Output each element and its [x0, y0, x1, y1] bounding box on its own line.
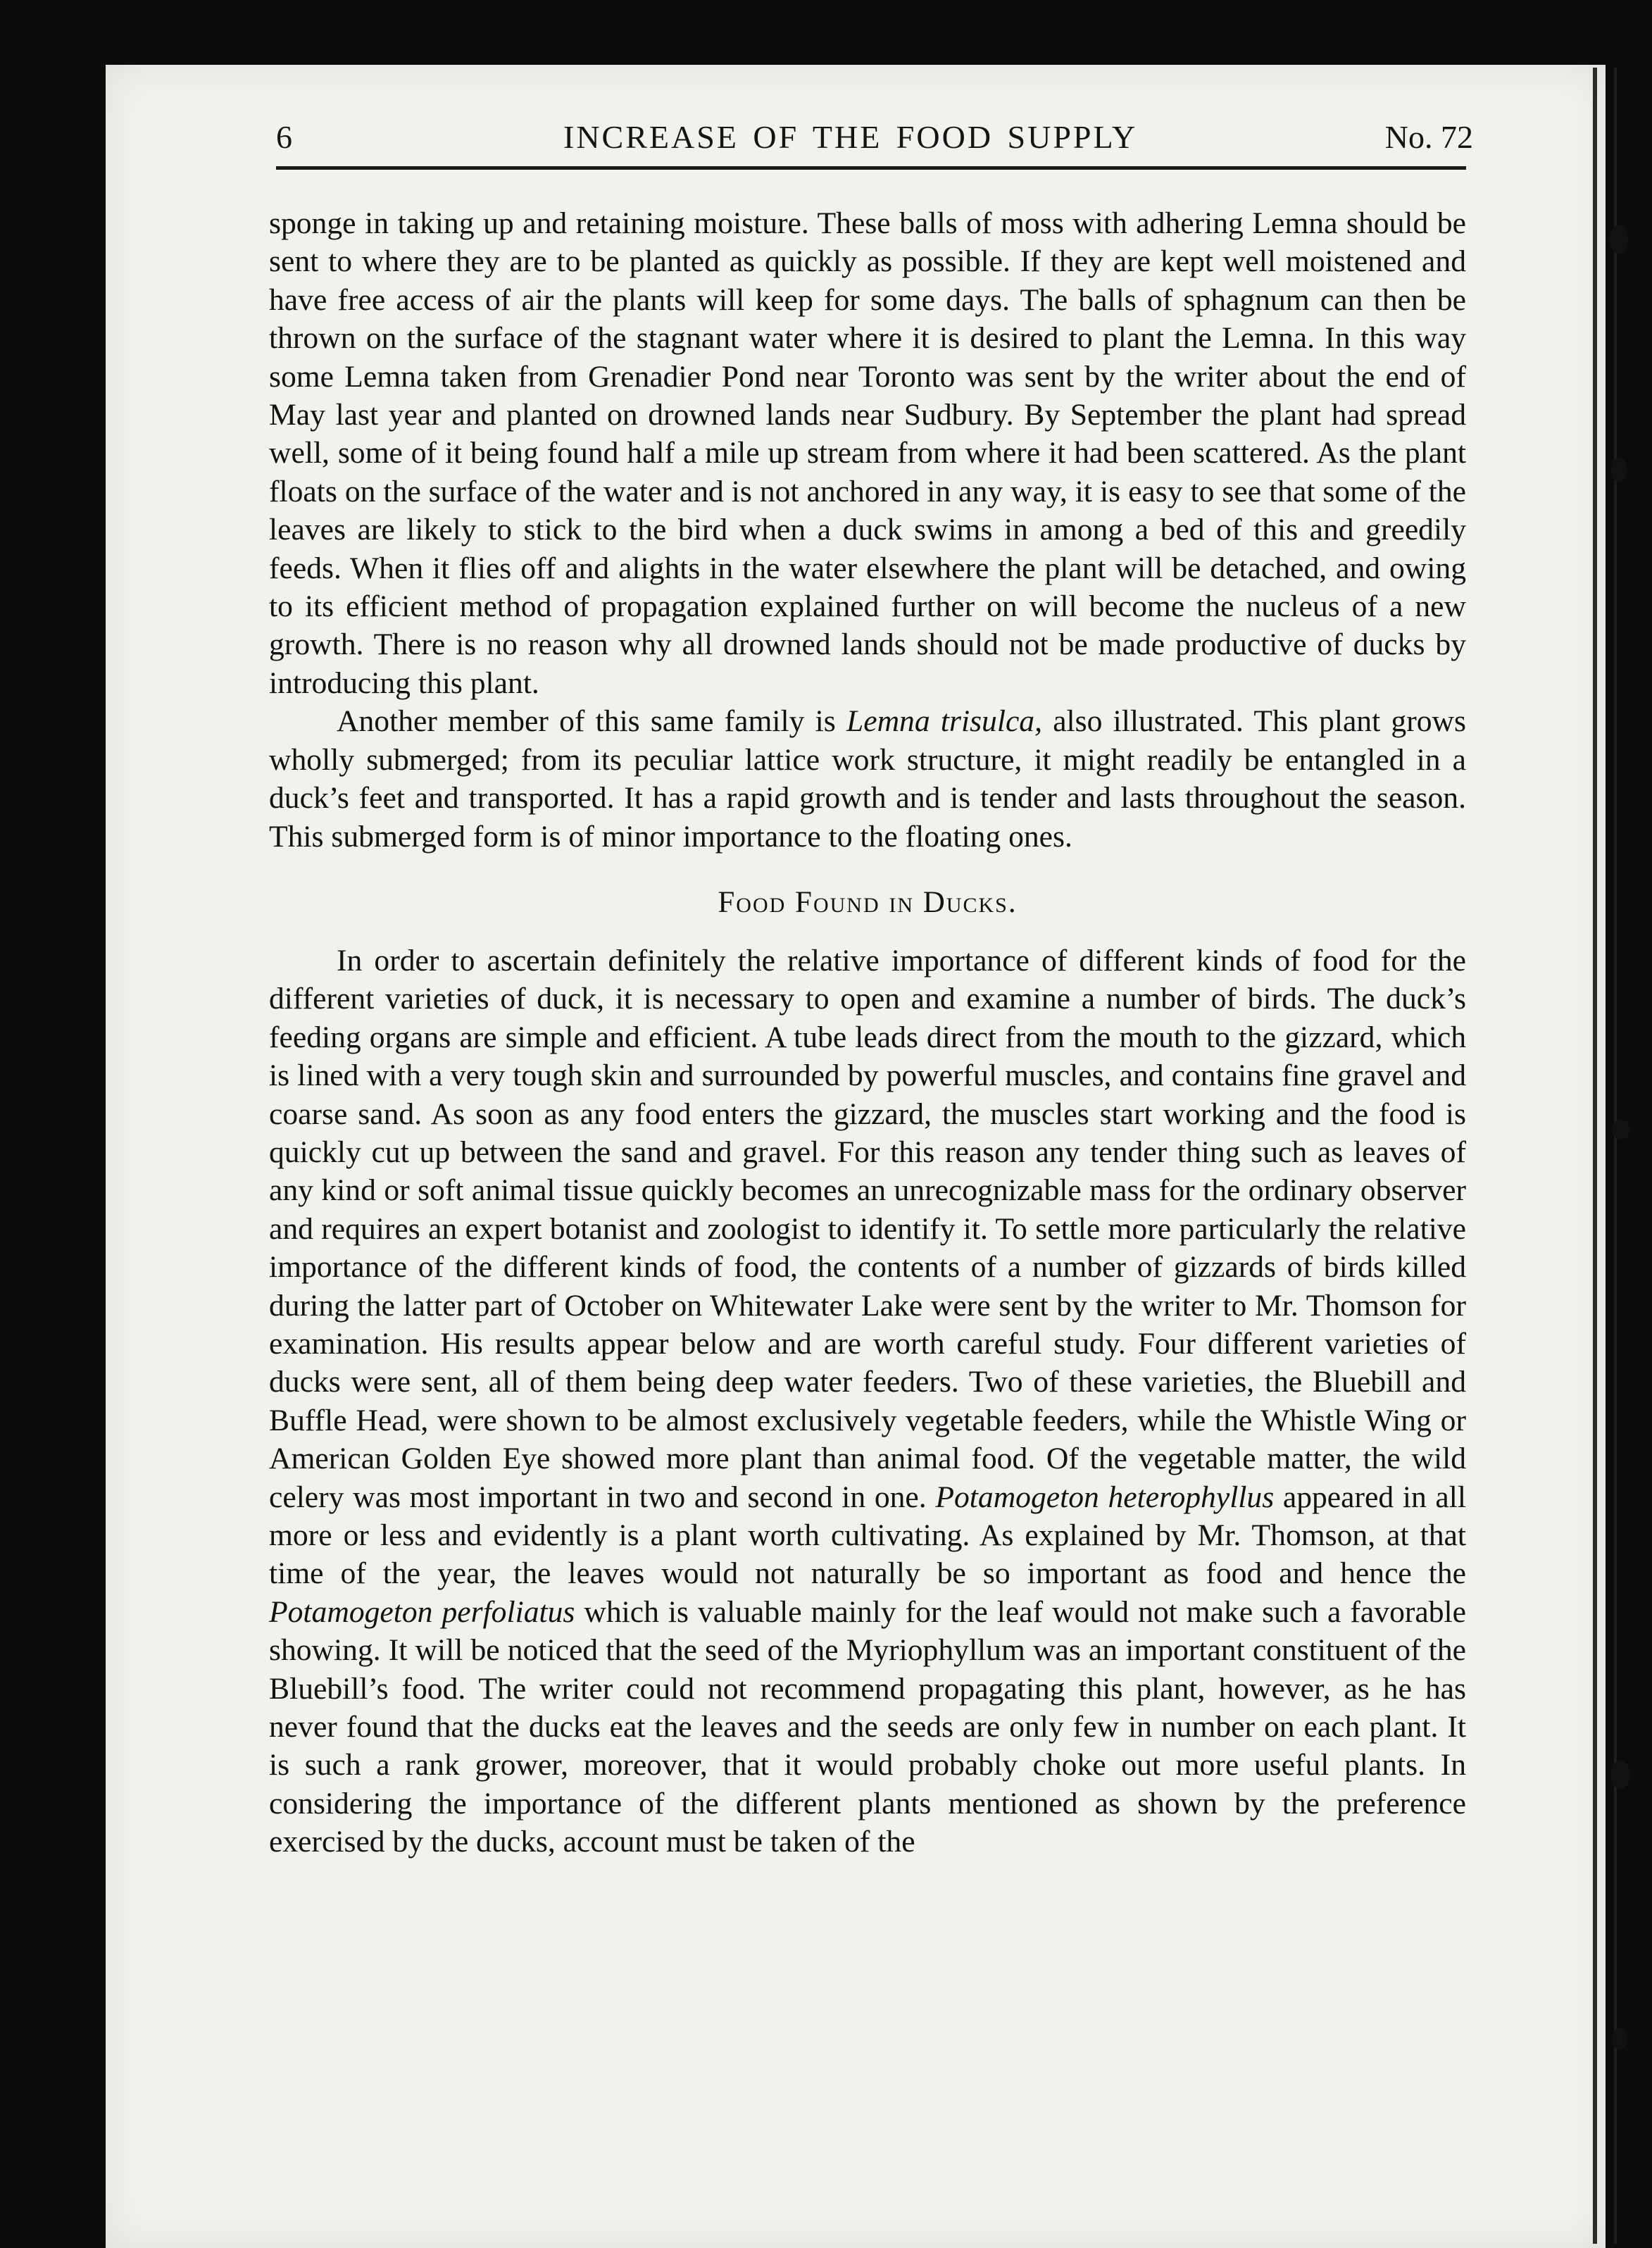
binding-mark	[1613, 1120, 1629, 1139]
binding-mark	[1611, 458, 1627, 482]
paragraph	[269, 942, 1466, 1861]
paragraph	[269, 702, 1466, 856]
text-run: which is valuable mainly for the leaf would not make such a favorable showing. It will be noticed that the seed of the Myriophyllum was an important constituent of the Bluebill’s food. The writer could not recommend propagating this plant, however, as he has never found that the ducks eat the leaves and the seeds are only few in number on each plant. It is such a rank grower, moreover, that it would probably choke out more useful plants. In considering the importance of the different plants mentioned as shown by the preference exercised by the ducks, account must be taken of the	[269, 1594, 1466, 1859]
binding-edge-shadow	[1614, 68, 1617, 2244]
page-number: 6	[276, 119, 292, 155]
binding-mark	[1611, 1761, 1629, 1789]
paragraph: sponge in taking up and retaining moisture. These balls of moss with adhering Lemna should be sent to where they are to be planted as quickly as possible. If they are kept well moistened and have free access of air the plants will keep for some days. The balls of sphagnum can then be thrown on the surface of the stagnant water where it is desired to plant the Lemna. In this way some Lemna taken from Grenadier Pond near Toronto was sent by the writer about the end of May last year and planted on drowned lands near Sudbury. By September the plant had spread well, some of it being found half a mile up stream from where it had been scattered. As the plant floats on the surface of the water and is not anchored in any way, it is easy to see that some of the leaves are likely to stick to the bird when a duck swims in among a bed of this and greedily feeds. When it flies off and alights in the water elsewhere the plant will be detached, and owing to its efficient method of propagation explained further on will become the nucleus of a new growth. There is no reason why all drowned lands should not be made productive of ducks by introducing this plant.	[269, 206, 1466, 700]
body-text	[269, 204, 1466, 1861]
species-name: Lemna trisulca,	[846, 704, 1042, 739]
header-rule	[276, 166, 1466, 170]
binding-mark	[1610, 225, 1628, 254]
running-head	[276, 118, 1473, 168]
species-name: Potamogeton perfoliatus	[269, 1594, 575, 1629]
text-run: Another member of this same family is	[337, 704, 846, 739]
text-run: also illustrated. This plant grows wholly submerged; from its peculiar lattice work structure, it might readily be entangled in a duck’s feet and transported. It has a rapid growth and is tender and lasts throughout the season. This submerged form is of minor importance to the floating ones.	[269, 704, 1466, 854]
species-name: Potamogeton heterophyllus	[935, 1480, 1275, 1514]
binding-edge	[1593, 68, 1597, 2244]
running-title: INCREASE OF THE FOOD SUPPLY	[563, 119, 1138, 155]
binding-mark	[1613, 2028, 1627, 2049]
section-heading: Food Found in Ducks.	[718, 885, 1018, 919]
text-run: appeared in all more or less and evidently is a plant worth cultivating. As explained by Mr. Thomson, at that time of the year, the leaves would not naturally be so important as food and hence the	[269, 1480, 1466, 1591]
text-run: In order to ascertain definitely the relative importance of different kinds of food for the different varieties of duck, it is necessary to open and examine a number of birds. The duck’s feeding organs are simple and efficient. A tube leads direct from the mouth to the gizzard, which is lined with a very tough skin and surrounded by powerful muscles, and contains fine gravel and coarse sand. As soon as any food enters the gizzard, the muscles start working and the food is quickly cut up between the sand and gravel. For this reason any tender thing such as leaves of any kind or soft animal tissue quickly becomes an unrecognizable mass for the ordinary observer and requires an expert botanist and zoologist to identify it. To settle more particularly the relative importance of the different kinds of food, the contents of a number of gizzards of birds killed during the latter part of October on Whitewater Lake were sent by the writer to Mr. Thomson for examination. His results appear below and are worth careful study. Four different varieties of ducks were sent, all of them being deep water feeders. Two of these varieties, the Bluebill and Buffle Head, were shown to be almost exclusively vegetable feeders, while the Whistle Wing or American Golden Eye showed more plant than animal food. Of the vegetable matter, the wild celery was most important in two and second in one.	[269, 943, 1466, 1514]
issue-number: No. 72	[1384, 119, 1473, 155]
